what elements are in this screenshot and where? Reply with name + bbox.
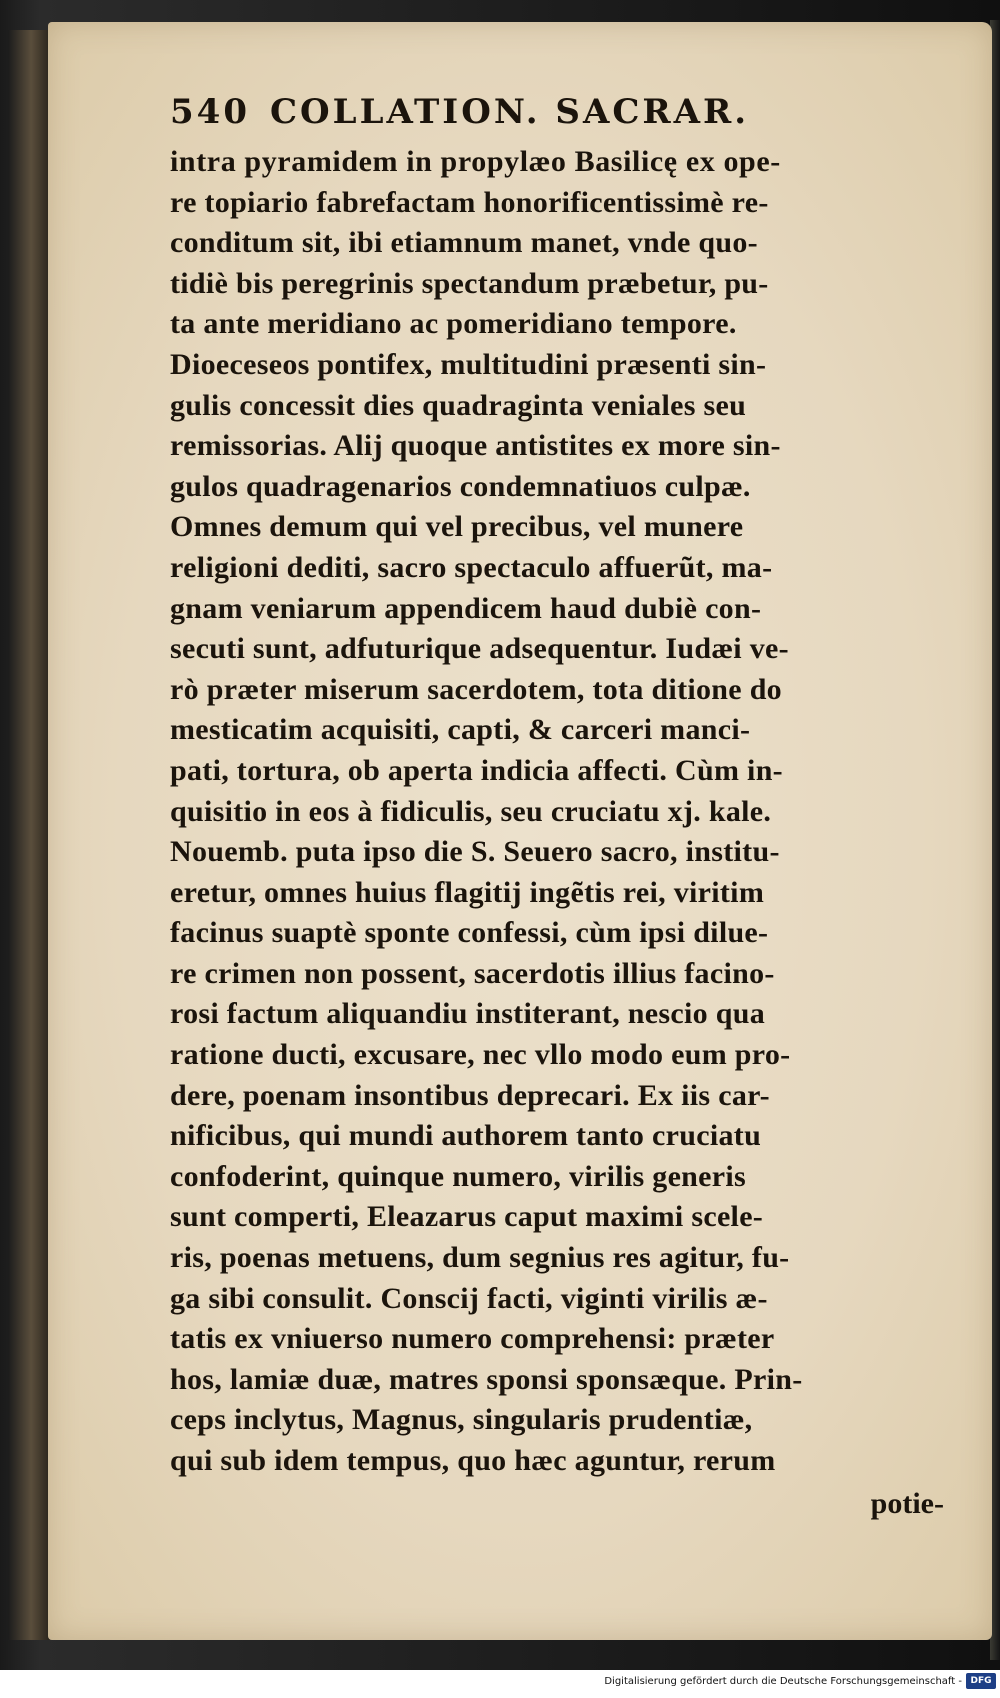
text-line: Dioeceseos pontifex, multitudini præsenti sin- bbox=[170, 347, 767, 381]
text-line: tidiè bis peregrinis spectandum præbetur, pu- bbox=[170, 266, 769, 300]
footer-bar bbox=[0, 1670, 1000, 1698]
body-text bbox=[170, 142, 950, 1482]
running-head bbox=[170, 92, 950, 142]
text-line: secuti sunt, adfuturique adsequentur. Iudæi ve- bbox=[170, 632, 789, 666]
text-line: facinus suaptè sponte confessi, cùm ipsi dilue- bbox=[170, 916, 769, 950]
text-line: sunt comperti, Eleazarus caput maximi scele- bbox=[170, 1200, 764, 1234]
text-line: gulis concessit dies quadraginta veniales seu bbox=[170, 388, 747, 422]
page-number: 540 bbox=[170, 92, 250, 132]
text-line: eretur, omnes huius flagitij ingẽtis rei, viritim bbox=[170, 875, 765, 909]
book-binding-edge bbox=[8, 30, 50, 1640]
text-line: hos, lamiæ duæ, matres sponsi sponsæque. Prin- bbox=[170, 1362, 803, 1396]
text-line: re crimen non possent, sacerdotis illius facino- bbox=[170, 956, 775, 990]
text-line: ceps inclytus, Magnus, singularis prudentiæ, bbox=[170, 1403, 753, 1437]
text-line: rò præter miserum sacerdotem, tota ditione do bbox=[170, 672, 782, 706]
text-line: gnam veniarum appendicem haud dubiè con- bbox=[170, 591, 762, 625]
text-line: re topiario fabrefactam honorificentissimè re- bbox=[170, 185, 769, 219]
text-line: intra pyramidem in propylæo Basilicę ex ope- bbox=[170, 145, 781, 178]
text-line: tatis ex vniuerso numero comprehensi: præter bbox=[170, 1322, 775, 1356]
text-line: confoderint, quinque numero, virilis generis bbox=[170, 1159, 747, 1193]
text-line: ga sibi consulit. Conscij facti, viginti virilis æ- bbox=[170, 1281, 768, 1315]
text-line: rosi factum aliquandiu institerant, nescio qua bbox=[170, 997, 765, 1031]
text-line: qui sub idem tempus, quo hæc aguntur, rerum bbox=[170, 1444, 776, 1477]
catchword: potie- bbox=[870, 1486, 944, 1520]
running-head-title: COLLATION. SACRAR. bbox=[270, 92, 750, 132]
text-line: Omnes demum qui vel precibus, vel munere bbox=[170, 510, 744, 544]
text-line: remissorias. Alij quoque antistites ex more sin- bbox=[170, 429, 781, 463]
text-line: nificibus, qui mundi authorem tanto cruciatu bbox=[170, 1119, 762, 1153]
text-line: ratione ducti, excusare, nec vllo modo eum pro- bbox=[170, 1038, 791, 1072]
text-line: dere, poenam insontibus deprecari. Ex iis car- bbox=[170, 1078, 770, 1112]
text-line: quisitio in eos à fidiculis, seu cruciatu xj. kale. bbox=[170, 794, 772, 828]
text-line: ris, poenas metuens, dum segnius res agitur, fu- bbox=[170, 1241, 790, 1275]
page-text-block bbox=[170, 92, 950, 1526]
text-line: pati, tortura, ob aperta indicia affecti. Cùm in- bbox=[170, 753, 783, 787]
text-line: gulos quadragenarios condemnatiuos culpæ. bbox=[170, 469, 751, 503]
dfg-logo: DFG bbox=[966, 1673, 996, 1689]
text-line: Nouemb. puta ipso die S. Seuero sacro, institu- bbox=[170, 835, 780, 869]
text-line: religioni dediti, sacro spectaculo affuerũt, ma- bbox=[170, 550, 773, 584]
text-line: conditum sit, ibi etiamnum manet, vnde quo- bbox=[170, 226, 758, 260]
funding-credit: Digitalisierung gefördert durch die Deutsche Forschungsgemeinschaft - bbox=[604, 1676, 962, 1687]
text-line: ta ante meridiano ac pomeridiano tempore. bbox=[170, 307, 737, 341]
text-line: mesticatim acquisiti, capti, & carceri manci- bbox=[170, 713, 751, 747]
